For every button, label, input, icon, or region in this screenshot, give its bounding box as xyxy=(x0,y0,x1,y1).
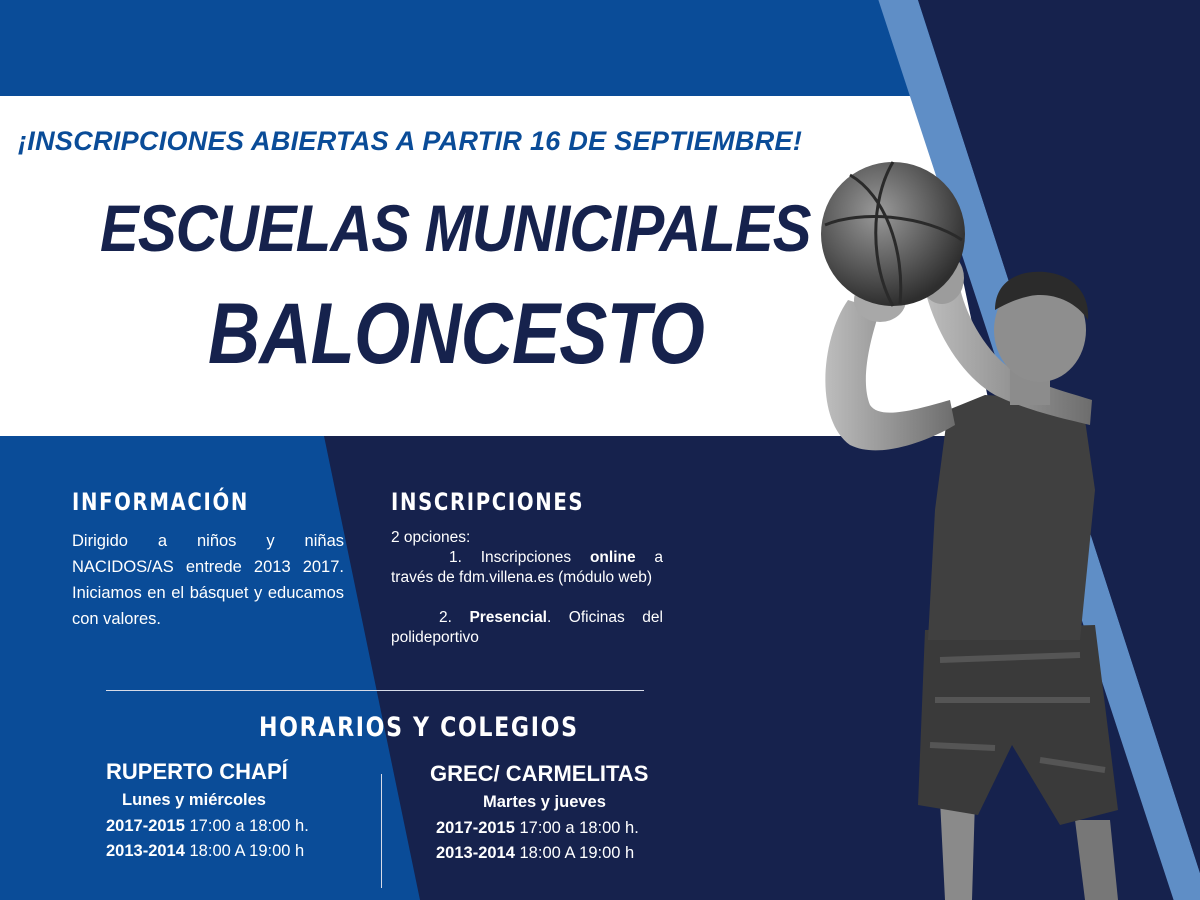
school-name-grec-carmelitas: GREC/ CARMELITAS xyxy=(430,761,649,786)
option2-prefix: 2. xyxy=(439,609,470,626)
school-days: Lunes y miércoles xyxy=(122,791,266,809)
schedule-slot xyxy=(436,819,639,838)
school-days: Martes y jueves xyxy=(483,793,606,811)
slot-years: 2013-2014 xyxy=(436,844,515,862)
inscripciones-option-online xyxy=(391,548,663,588)
school-name-ruperto-chapi: RUPERTO CHAPÍ xyxy=(106,759,288,784)
slot-years: 2013-2014 xyxy=(106,842,185,860)
horarios-heading: HORARIOS Y COLEGIOS xyxy=(259,712,579,743)
slot-time: 17:00 a 18:00 h. xyxy=(514,819,639,837)
page-title-line1: ESCUELAS MUNICIPALES xyxy=(100,191,811,265)
schedule-slot xyxy=(436,844,634,863)
informacion-text: Dirigido a niños y niñas NACIDOS/AS entrede 2013 2017. Iniciamos en el básquet y educamos con valores. xyxy=(72,532,344,628)
inscripciones-heading: INSCRIPCIONES xyxy=(391,488,585,516)
inscripciones-option-presencial xyxy=(391,608,663,648)
page-title-line2: BALONCESTO xyxy=(208,286,704,382)
slot-years: 2017-2015 xyxy=(106,817,185,835)
section-divider xyxy=(106,690,644,691)
schedule-slot xyxy=(106,842,304,861)
option1-prefix: 1. Inscripciones xyxy=(449,549,590,566)
inscripciones-body xyxy=(391,528,663,648)
option1-bold: online xyxy=(589,549,636,566)
option2-suffix: . Oficinas del polideportivo xyxy=(391,609,663,646)
schools-divider xyxy=(381,774,382,888)
option1-suffix: a través de fdm.villena.es (módulo web) xyxy=(391,549,663,586)
slot-time: 18:00 A 19:00 h xyxy=(184,842,305,860)
inscripciones-intro: 2 opciones: xyxy=(391,529,471,546)
option2-bold: Presencial xyxy=(469,609,547,626)
arm-left xyxy=(825,300,955,450)
schedule-slot xyxy=(106,817,309,836)
slot-time: 18:00 A 19:00 h xyxy=(514,844,635,862)
registration-open-kicker: ¡INSCRIPCIONES ABIERTAS A PARTIR 16 DE SEPTIEMBRE! xyxy=(18,126,803,156)
slot-time: 17:00 a 18:00 h. xyxy=(184,817,309,835)
slot-years: 2017-2015 xyxy=(436,819,515,837)
leg-right xyxy=(1075,820,1118,900)
leg-left xyxy=(940,800,975,900)
jersey xyxy=(928,395,1095,640)
informacion-heading: INFORMACIÓN xyxy=(72,488,249,516)
